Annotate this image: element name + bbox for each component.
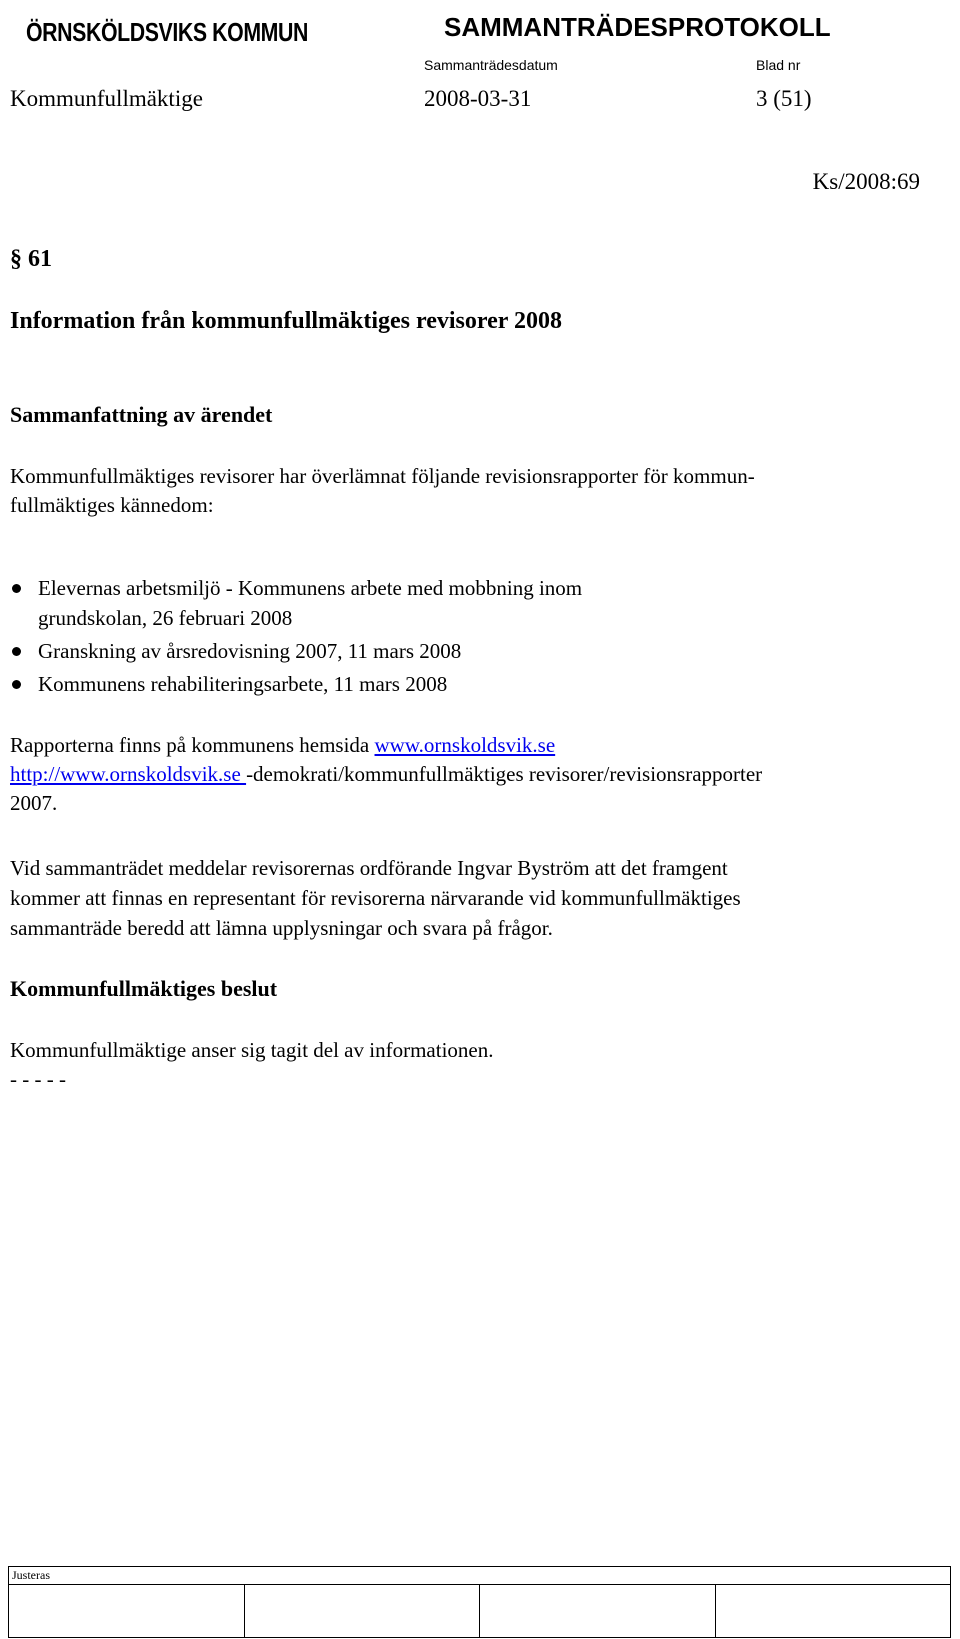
report-list xyxy=(12,573,912,699)
list-item-text: Kommunens rehabiliteringsarbete, 11 mars 2008 xyxy=(38,672,448,696)
signature-cell[interactable] xyxy=(716,1585,951,1637)
reports-text: Rapporterna finns på kommunens hemsida xyxy=(10,733,375,757)
list-item-text: Elevernas arbetsmiljö - Kommunens arbete med mobbning inom grundskolan, 26 februari 2008 xyxy=(38,576,583,630)
section-title: Information från kommunfullmäktiges revisorer 2008 xyxy=(10,308,562,334)
signature-label: Justeras xyxy=(12,1568,50,1582)
reports-year: 2007. xyxy=(10,791,58,815)
meeting-line-3: sammanträde beredd att lämna upplysningar och svara på frågor. xyxy=(10,916,553,940)
signature-cell[interactable] xyxy=(245,1585,481,1637)
bullet-icon xyxy=(12,647,21,656)
reports-location xyxy=(10,730,555,760)
signature-cell[interactable] xyxy=(9,1585,245,1637)
paragraph-number: § 61 xyxy=(10,246,52,272)
case-number: Ks/2008:69 xyxy=(812,169,920,194)
page-number: 3 (51) xyxy=(756,86,812,111)
document-type: SAMMANTRÄDESPROTOKOLL xyxy=(444,12,831,42)
decision-heading: Kommunfullmäktiges beslut xyxy=(10,976,278,1001)
page-label: Blad nr xyxy=(756,57,801,73)
reports-path xyxy=(10,759,762,789)
list-item xyxy=(12,636,912,666)
decision-text: Kommunfullmäktige anser sig tagit del av informationen. xyxy=(10,1038,494,1062)
meeting-line-2: kommer att finnas en representant för revisorerna närvarande vid kommunfullmäktiges xyxy=(10,886,741,910)
meeting-date: 2008-03-31 xyxy=(424,86,532,111)
end-marker: - - - - - xyxy=(10,1067,66,1091)
municipality-logo xyxy=(20,10,318,54)
intro-line-2: fullmäktiges kännedom: xyxy=(10,493,214,517)
website-link[interactable]: www.ornskoldsvik.se xyxy=(374,733,556,757)
bullet-icon xyxy=(12,680,21,689)
website-url-link[interactable]: http://www.ornskoldsvik.se xyxy=(10,762,247,786)
committee-name: Kommunfullmäktige xyxy=(10,86,203,111)
list-item xyxy=(12,573,598,633)
logo-text: ÖRNSKÖLDSVIKS KOMMUN xyxy=(26,16,309,47)
bullet-icon xyxy=(12,584,21,593)
summary-heading: Sammanfattning av ärendet xyxy=(10,402,273,427)
intro-line-1: Kommunfullmäktiges revisorer har överlämnat följande revisionsrapporter för kommun- xyxy=(10,464,755,488)
list-item-text: Granskning av årsredovisning 2007, 11 mars 2008 xyxy=(38,639,462,663)
list-item xyxy=(12,669,912,699)
date-label: Sammanträdesdatum xyxy=(424,57,558,73)
signature-row xyxy=(9,1584,950,1637)
meeting-line-1: Vid sammanträdet meddelar revisorernas ordförande Ingvar Byström att det framgent xyxy=(10,856,728,880)
path-text: -demokrati/kommunfullmäktiges revisorer/revisionsrapporter xyxy=(246,762,763,786)
signature-table xyxy=(8,1566,951,1638)
signature-cell[interactable] xyxy=(480,1585,716,1637)
